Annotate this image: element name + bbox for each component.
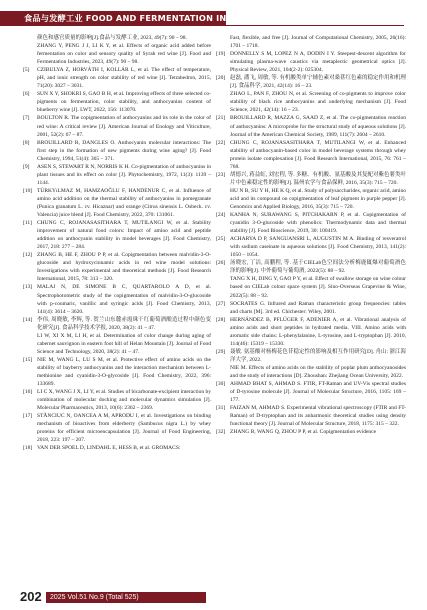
reference-column-right bbox=[216, 34, 406, 436]
page-number: 202 bbox=[20, 589, 42, 604]
reference-item: [29] 聂敏. 氨基酸对杨梅花色苷稳定性的影响及相互作用研究[D]. 舟山: 浙江海洋大学, 2022. bbox=[216, 348, 406, 363]
reference-item: [15] NIE M, WANG L, LU S M, et al. Protective effect of amino acids on the stability of bayberry anthocyanins and the interaction mechanism between L-methionine and cyanidin-3-O-glycoside [J]. Food Chemistry, 2022, 396: 133689. bbox=[23, 356, 211, 388]
reference-item: [22] CHUNG C, ROJANASASITHARA T, MUTILANGI W, et al. Enhanced stability of anthocyanin-based color in model beverage systems through whey protein isolate complexation [J]. Food Research International, 2015, 76: 761 – 768. bbox=[216, 139, 406, 170]
reference-item: [19] DONNELLY S M, LOPEZ N A, DODIN I Y. Steepest-descent algorithm for simulating plasma-wave caustics via metaplectic geometrical optics [J]. Physical Review, 2021, 104(2-2): 025304. bbox=[216, 51, 406, 74]
reference-item: [30] AHMAD BHAT S, AHMAD S. FTIR, FT-Raman and UV-Vis spectral studies of D-tyrosine molecule [J]. Journal of Molecular Structure, 2016, 1105: 169 – 177. bbox=[216, 381, 406, 404]
reference-item: [21] BROUILLARD R, MAZZA G, SAAD Z, et al. The co-pigmentation reaction of anthocyanins: A microprobe for the structural study of aqueous solutions [J]. Journal of the American Chemical Society, 1989, 111(7): 2604 – 2610. bbox=[216, 115, 406, 138]
reference-column-left bbox=[23, 34, 211, 452]
reference-item: [32] ZHANG B, WANG Q, ZHOU P P, et al. Copigmentation evidence bbox=[216, 429, 377, 436]
page-footer bbox=[0, 586, 427, 608]
reference-item: [6] SUN X Y, SHOKRI S, GAO B H, et al. Improving effects of three selected co-pigments on fermentation, color stability, and anthocyanins content of blueberry wine [J]. LWT, 2022, 156: 113070. bbox=[23, 91, 211, 114]
reference-item: [16] LI C X, WANG J X, LI Y, et al. Studies of bicarbonate-excipient interaction by combination of molecular docking and molecular dynamics simulation [J]. Molecular Pharmaceutics, 2013, 10(6): 2362 – 2369. bbox=[23, 389, 211, 412]
reference-item: 颜色和感官质量的影响[J].食品与发酵工业, 2023, 49(7): 90 – 98. bbox=[37, 35, 187, 41]
reference-item: [8] BROUILLARD R, DANGLES O. Anthocyanin molecular interactions: The first step in the formation of new pigments during wine aging? [J]. Food Chemistry, 1994, 51(4): 365 – 371. bbox=[23, 139, 211, 162]
issue-info: 2025 Vol.51 No.9 (Total 525) bbox=[50, 594, 139, 601]
header-rule bbox=[226, 25, 404, 26]
reference-item: [31] FAIZAN M, AHMAD S. Experimental vibrational spectroscopy (FTIR and FT-Raman) of D-tryptophan and its anharmonic theoretical studies using density functional theory [J]. Journal of Molecular Structure, 2018, 1175: 315 – 322. bbox=[216, 405, 406, 428]
reference-item: [10] TÜRKYıLMAZ M, HAMZAOĞLU F, HANDENUR C, et al. Influence of amino acid addition on the thermal stability of anthocyanins in pomegranate (Punica granatum L. cv. Hicaznar) and orange (Citrus sinensis L. Osbeck. cv. Valencia) juice blend [J]. Food Chemistry, 2022, 370: 131061. bbox=[23, 187, 211, 219]
reference-item: [26] 汤晓宏, 丁洁, 高鹏程, 等. 基于CIELab色空间法分析梅鹿辄爆对葡萄酒色泽的影响[J]. 中外葡萄与葡萄酒, 2022(5): 88 – 92. bbox=[216, 260, 406, 275]
reference-item: [25] ACHARYA D P, SANGUANSRI L, AUGUSTIN M A. Binding of resveratrol with sodium caseinate in aqueous solutions [J]. Food Chemistry, 2013, 141(2): 1050 – 1054. bbox=[216, 236, 406, 259]
reference-item: HU N B, SU Y H, HE K Q, et al. Study of polysaccharides, organic acid, amino acid and its compound on copigmentation of leaf pigment in purple pepper [J]. Genomics and Applied Biology, 2016, 35(3): 715 – 720. bbox=[230, 187, 406, 210]
running-header bbox=[0, 0, 427, 30]
reference-item: [11] CHUNG C, ROJANASASITHARA T, MUTILANGI W, et al. Stability improvement of natural food colors: Impact of amino acid and peptide addition on anthocyanin stability in model beverages [J]. Food Chemistry, 2017, 218: 277 – 284. bbox=[23, 220, 211, 251]
reference-item: TANG X H, DING Y, GAO P Y, et al. Effect of swallow storage on wine colour based on CIELab colour space system [J]. Sino-Overseas Grapevine & Wine, 2022(5): 88 – 92. bbox=[230, 276, 406, 299]
reference-item: [18] VAN DER SPOEL D, LINDAHL E, HESS B, et al. GROMACS: bbox=[23, 445, 181, 452]
reference-item: LI W, XI X M, LI H, et al. Determination of color change during aging of cabernet sauvignon in eastern foot hill of Helan Mountain [J]. Journal of Food Science and Technology, 2020, 38(2): 41 – 47. bbox=[37, 332, 211, 355]
reference-item: [14] 李伟, 周晓敏, 李辉, 等. 贺兰山东麓赤霞珠干红葡萄酒酿造过程中颜色变化研究[J]. 食品科学技术学报, 2020, 38(2): 41 – 47. bbox=[23, 316, 211, 331]
reference-item: [13] MALAJ N, DE SIMONE B C, QUARTAROLO A D, et al. Spectrophotometric study of the copigmentation of malvidin-3-O-glucoside with p-coumaric, vanillic and syringic acids [J]. Food Chemistry, 2013, 141(4): 3614 – 3620. bbox=[23, 284, 211, 315]
journal-title: 食品与发酵工业 FOOD AND FERMENTATION INDUSTRIES bbox=[24, 13, 274, 23]
reference-item: [24] KANHA N, SURAWANG S, PITCHAKARN P, et al. Copigmentation of cyanidin 3-O-glucoside with phenolics: Thermodynamic data and thermal stability [J]. Food Bioscience, 2019, 30: 100419. bbox=[216, 212, 406, 235]
reference-item: [7] BOULTON R. The copigmentation of anthocyanins and its role in the color of red wine: A critical review [J]. American Journal of Enology and Viticulture, 2001, 52(2): 67 – 87. bbox=[23, 115, 211, 138]
reference-item: NIE M. Effects of amino acids on the stability of poplar plum anthocyanosides and the study of interactions [D]. Zhoushan: Zhejiang Ocean University, 2022. bbox=[230, 364, 406, 379]
reference-item: [17] STĂNCIUC N, OANCEA A M, APRODU I, et al. Investigations on binding mechanism of bioactives from elderberry (Sambucus nigra L.) by whey proteins for efficient microencapsulation [J]. Journal of Food Engineering, 2018, 223: 197 – 207. bbox=[23, 413, 211, 444]
reference-item: [28] HERNÁNDEZ B, PFLÜGER F, ADENIER A, et al. Vibrational analysis of amino acids and short peptides in hydrated media. VIII. Amino acids with aromatic side chains: L-phenylalanine, L-tyrosine, and L-tryptophan [J]. 2010, 114(46): 15319 – 15330. bbox=[216, 316, 406, 347]
reference-item: [5] CZIBULYA Z, HORVÁTH I, KOLLÁR L, et al. The effect of temperature, pH, and ionic strength on color stability of red wine [J]. Tetrahedron, 2015, 71(20): 3027 – 3031. bbox=[23, 67, 211, 90]
reference-item: [9] ASEN S, STEWART R N, NORRIS K H. Co-pigmentation of anthocyanins in plant tissues and its effect on color [J]. Phytochemistry, 1972, 11(3): 1139 – 1144. bbox=[23, 163, 211, 186]
reference-item: Fast, flexible, and free [J]. Journal of Computational Chemistry, 2005, 26(16): 1701 – 1718. bbox=[230, 35, 406, 50]
reference-item: [20] 赵磊, 潘飞, 周敏, 等. 有机酸类单宁辅色素对桑葚红色素的稳定作用和机理[J]. 食品科学, 2021, 42(14): 16 – 23. bbox=[216, 75, 407, 90]
reference-item: [27] SOCRATES G. Infrared and Raman characteristic group frequencies: tables and charts [M]. 3rd ed. Chichester: Wiley, 2001. bbox=[216, 300, 406, 315]
reference-item: ZHAO L, PAN F, ZHOU N, et al. Screening of co-pigments to improve color stability of black rice anthocyanins and underlying mechanism [J]. Food Science, 2021, 42(14): 16 – 23. bbox=[230, 91, 406, 114]
reference-item: [23] 胡德兴, 蒋益虹, 刘宏程, 等. 多糖、有机酸、氨基酸及其复配对紫色薯类叶片中色素稳定性的影响[J]. 温州农学与食品保鲜, 2016, 35(3): 715 – 720. bbox=[216, 171, 407, 186]
reference-item: [12] ZHANG B, HE F, ZHOU P P, et al. Copigmentation between malvidin-3-O-glucoside and hydroxycinnamic acids in red wine model solutions: Investigations with experimental and theoretical methods [J]. Food Research International, 2015, 78: 313 – 320. bbox=[23, 252, 211, 283]
reference-item: ZHANG Y, PENG J J, LI K Y, et al. Effects of organic acid added before fermentation on color and sensory quality of Syrah red wine [J]. Food and Fermentation Industries, 2023, 49(7): 90 – 98. bbox=[37, 43, 211, 66]
